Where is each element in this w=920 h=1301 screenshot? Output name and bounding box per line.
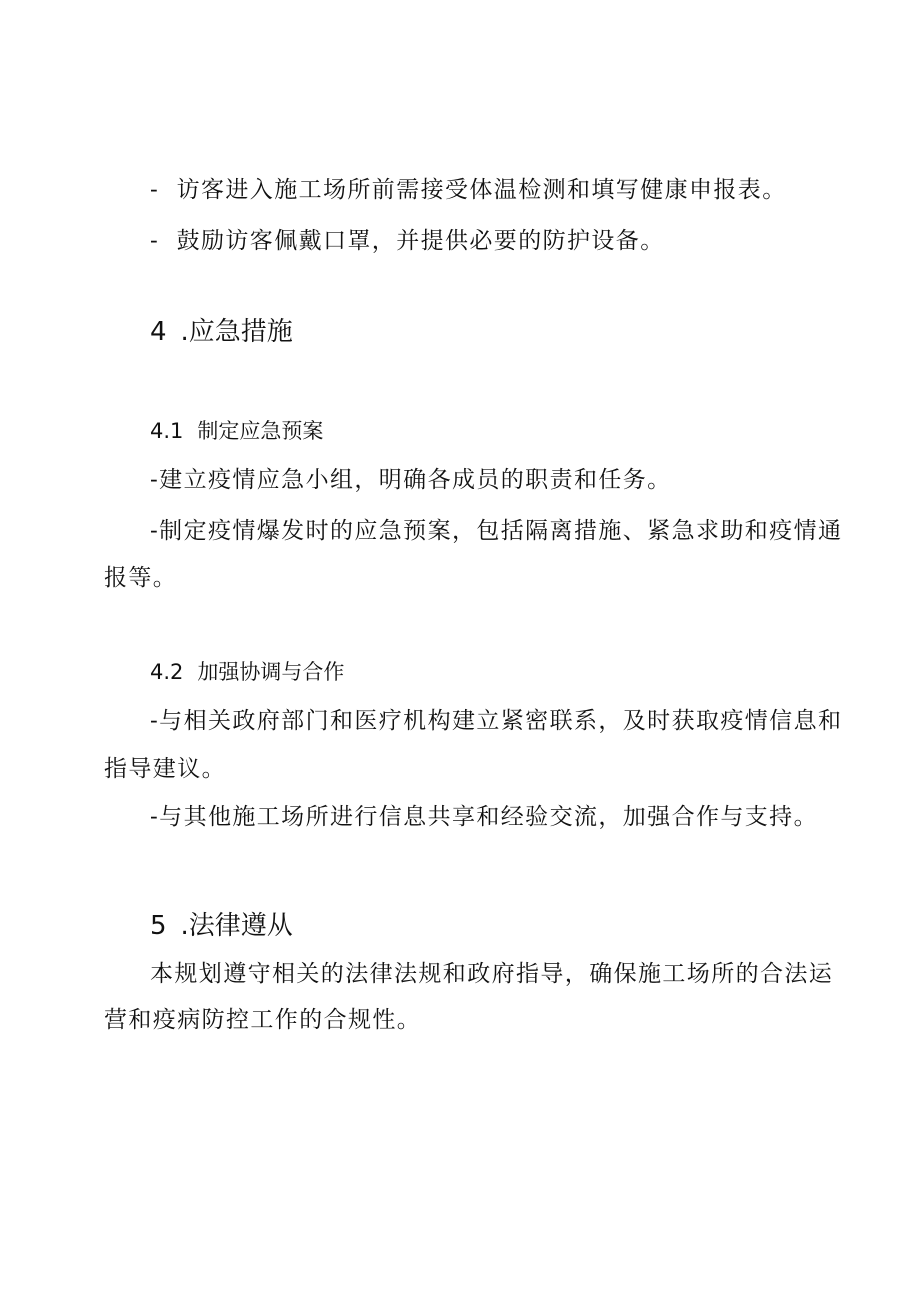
list-item-text: 指导建议。 bbox=[104, 756, 226, 782]
list-item-continuation bbox=[104, 563, 177, 593]
list-item-text: -制定疫情爆发时的应急预案，包括隔离措施、紧急求助和疫情通 bbox=[150, 518, 843, 544]
subsection-title: 制定应急预案 bbox=[197, 419, 324, 443]
list-item bbox=[150, 802, 818, 832]
section-title: .法律遵从 bbox=[180, 911, 293, 941]
list-item-text: 访客进入施工场所前需接受体温检测和填写健康申报表。 bbox=[176, 177, 787, 203]
subsection-title: 加强协调与合作 bbox=[197, 660, 345, 684]
section-heading-4 bbox=[150, 315, 293, 349]
section-number: 5 bbox=[150, 911, 167, 941]
paragraph-text: 营和疫病防控工作的合规性。 bbox=[104, 1007, 422, 1033]
list-item bbox=[150, 516, 842, 546]
subsection-number: 4.2 bbox=[150, 660, 184, 684]
list-item bbox=[150, 465, 672, 495]
section-title: .应急措施 bbox=[180, 317, 293, 347]
list-item-text: -与其他施工场所进行信息共享和经验交流，加强合作与支持。 bbox=[150, 804, 818, 830]
paragraph-text: 本规划遵守相关的法律法规和政府指导，确保施工场所的合法运 bbox=[150, 961, 834, 987]
list-item bbox=[150, 175, 787, 205]
paragraph-line bbox=[104, 1005, 421, 1035]
list-item-text: 鼓励访客佩戴口罩，并提供必要的防护设备。 bbox=[176, 228, 665, 254]
list-item bbox=[150, 706, 842, 736]
paragraph-line bbox=[150, 959, 833, 989]
list-item-text: 报等。 bbox=[104, 565, 178, 591]
section-number: 4 bbox=[150, 317, 167, 347]
section-heading-5 bbox=[150, 909, 293, 943]
list-item-text: -建立疫情应急小组，明确各成员的职责和任务。 bbox=[150, 467, 672, 493]
list-item-continuation bbox=[104, 754, 226, 784]
bullet-marker: - bbox=[150, 228, 160, 254]
list-item-text: -与相关政府部门和医疗机构建立紧密联系，及时获取疫情信息和 bbox=[150, 708, 843, 734]
subsection-heading-4-2 bbox=[150, 658, 344, 686]
list-item bbox=[150, 226, 665, 256]
subsection-number: 4.1 bbox=[150, 419, 184, 443]
subsection-heading-4-1 bbox=[150, 417, 323, 445]
bullet-marker: - bbox=[150, 177, 160, 203]
